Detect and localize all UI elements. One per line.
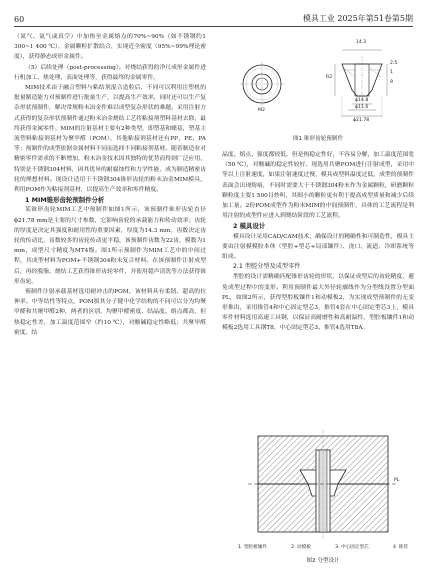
paragraph: 预制件注射承载基材选用耐冲击的POM，该材料具有柔韧、超高的拉伸率、中等结性等特点，POM拔其分子键中化学结构的不同可以分为均聚甲醛和共聚甲醛2种，两者的区别，均聚甲醛密度、结晶度、熔点都高，但热稳定性差，加工温度范围窄（约10 ℃），对酸碱稳定性略低；共聚甲醛密度、结 (14, 289, 206, 336)
figure-1-caption: 图1 锥形齿轮预制件 (292, 136, 344, 142)
left-column (14, 32, 206, 338)
gear-preform-drawing (222, 34, 414, 134)
section-heading: 2 模具设计 (233, 222, 266, 231)
figure-2-caption: 图2 分型设计 (306, 558, 340, 564)
section-heading: 1 MIM锥形齿轮预制件分析 (25, 196, 105, 205)
dim-dia-outer: ϕ21.78 (353, 118, 370, 123)
figure-1 (222, 34, 414, 142)
dim-dia-mid: ϕ11.6 (355, 105, 369, 110)
paragraph: 晶度、熔点、强度都较低，但是热稳定性好，不容易分解，加工温度范围宽（50 ℃），对酸碱的稳定性较好。现选用共聚POM进行注射成型，采用中等以上注射速度，如果注射速度过慢，模具成型料温度过低，成型的预制件表面会出现熔痕，不同时需要大于不锈钢304粉末作为金属颗粒，研磨颗粒颗粒度主要1 500目炒叫，其细小的颗粒更有利于提高成型质量和减少后续加工量。2份POM成型作为粉末MIM的中间预制件，具体的工艺流程是利用注射的成型件应进入到烧结阶段的工艺流程。 (222, 152, 414, 220)
legend-item: 4. 推管 (392, 545, 408, 550)
running-header (14, 10, 413, 27)
paragraph: 型腔的设计需精确匹配锥形齿轮的形状，以保证成型后的齿轮精度，避免成型过程中的变形。利用预制件最大外径轮廓线作为分型线设置分型面PL，如图2所示，获得型腔板镶件1和动模板2，为实现成型预制件的无变形推出，采用推管4和中心固定型芯3，推管4套在中心固定型芯3上，模具零件材料选用高速工具钢，以保证高耐磨性和高耐温性，型腔板镶件1和动模板2选用工具钢T8，中心固定型芯3、推管4选用T8A。 (222, 274, 414, 332)
right-column (222, 150, 414, 334)
paragraph: （氮气、氩气或真空）中加热至金属熔点的70%~90%（如不锈钢约1 300~1 400 ℃），金属颗粒扩散结合，实现近全密度（95%~99%理论密度），获得静态成形金属件。 (14, 34, 206, 61)
figure-2 (238, 430, 408, 568)
legend-item: 2. 动模板 (291, 545, 311, 550)
paragraph: 某锥形齿轮MIM工艺中预制件如图1所示，该预制件锥形齿轮直径ϕ21.78 mm是主要的尺寸参数，它影响齿轮的承载能力和传动效率；齿轮的厚度是决定其强度和耐用性的重要因素，厚度为14.3 mm。齿数决定齿轮的传动比，齿数较多的齿轮传动更平稳，该预制件齿数为22齿，模数为1 mm，成型尺寸精度为MT4级。图1所示预制件为MIM工艺中的中间过程，其成型材料为POM+不锈钢304粉末复合材料，在该预制件注射成型后，再经脱脂、烧结工艺获得锥形齿轮零件，并使用超声清洗等方法获得锥形齿轮。 (14, 207, 206, 285)
legend-item: 1. 型腔板镶件 (238, 545, 267, 550)
page-number: 60 (14, 15, 25, 24)
dim-thickness: 14.3 (356, 40, 367, 45)
dim-radius: R2 (326, 75, 333, 80)
gear-top-view (240, 62, 284, 106)
parting-line-label: PL (394, 478, 400, 483)
dim-step: 2.5 (390, 61, 398, 66)
dim-chamfer: 1 (390, 70, 393, 75)
paragraph: （5）后续处理（post-processing）。对烧结获得的净尺成形金属件进行机加工、热处理、表面处理等，获得最终的金属零件。 (14, 64, 206, 81)
journal-title: 模具工业 2025年第51卷第5期 (302, 14, 413, 23)
figure-2-legend (238, 544, 408, 550)
mold-assembly (248, 430, 398, 540)
parting-design-drawing (238, 430, 408, 542)
thread-label: M2 (258, 108, 265, 113)
dim-dia-inner: ϕ14.8 (355, 98, 369, 103)
subsection-heading: 2.1 型腔分型及成型零件 (233, 263, 301, 271)
paragraph: 模具设计采用CAD/CAM技术，确保设计的精确性和可制造性，模具主要由注射模模胶本体（型腔+型芯+局部镶件）、浇口、流道、冷却系统等组成。 (222, 233, 414, 261)
legend-item: 3. 中心固定型芯 (335, 545, 369, 550)
dim-height: 9 (390, 80, 393, 85)
paragraph: MIM技术由于融合塑料与粘结剂混合造粒后，不同可以利用注塑机的批量制造能力对预制件进行批量生产，以提高生产效率，同时还可以生产复杂形状预制件，解决常规粉末冶金件难以成型复杂形状的难题。采用注射方式获得的复杂形状预制件通过粉末冶金烧结工艺将粘接剂塑料基材去除，最终获得金属零件。MIM的注射基材主要有2种类型，即塑基和蜡基，塑基主流塑料粘接剂基材为聚甲醛（POM），其他粘接剂基材还有PP、PE、PA等；预制件的成型依据金属材料不同而选择不同粘接剂基材。随着制造业对精密零件需求的不断增加，粉末冶金技术因其独特的优势而得到广泛应用，特别是不锈钢304材料，因其优异的耐腐蚀性和力学性能，成为制造精密齿轮的理想材料。现设计适用于不锈钢304锥形齿轮的粉末冶金MIM模具，利用POM作为粘接剂基材，以提高生产效率和零件精度。 (14, 85, 206, 194)
